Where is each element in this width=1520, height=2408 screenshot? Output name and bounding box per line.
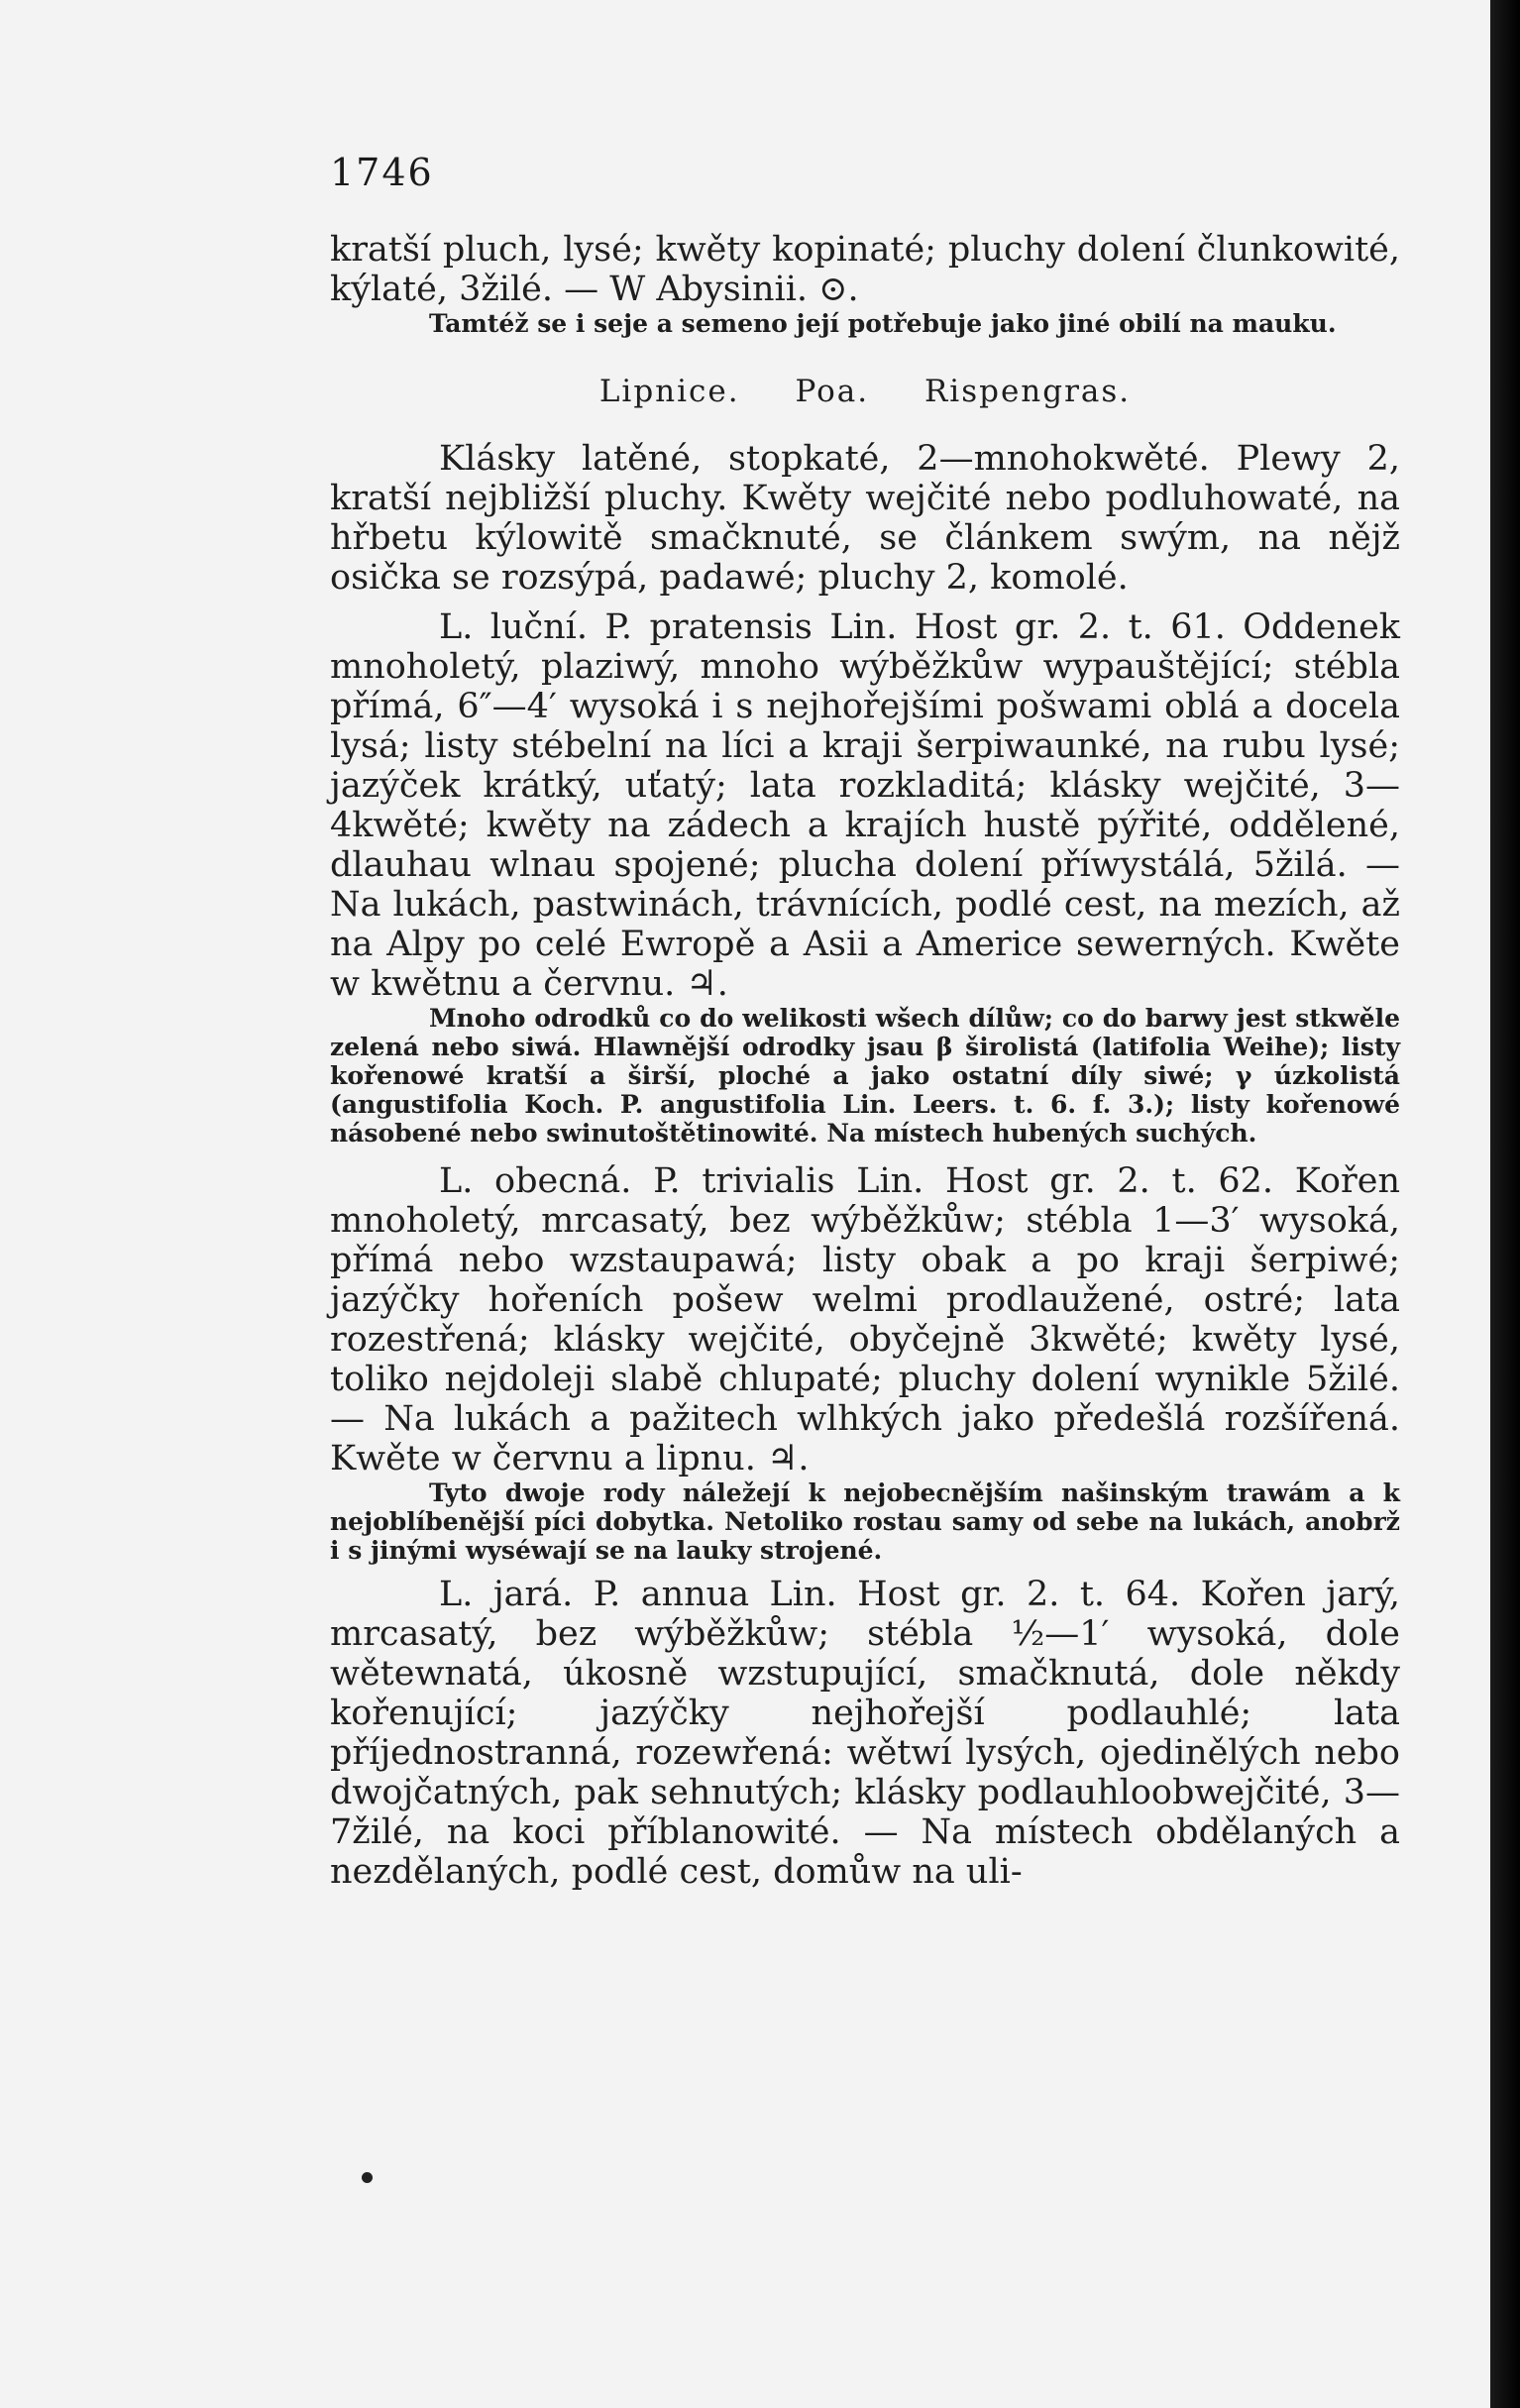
- species-note-trivialis: Tyto dwoje rody náležejí k nejobecnějším našinským trawám a k nejoblíbenější píci dobytka. Netoliko rostau samy od sebe na lukách, anobrž i s jinými wyséwají se na lauky strojené.: [330, 1478, 1400, 1565]
- species-entry-trivialis: L. obecná. P. trivialis Lin. Host gr. 2. t. 62. Kořen mnoholetý, mrcasatý, bez wýběžkůw; stébla 1—3′ wysoká, přímá nebo wzstaupawá; listy obak a po kraji šerpiwé; jazýčky hořeních pošew welmi prodlaužené, ostré; lata rozestřená; klásky wejčité, obyčejně 3kwěté; kwěty lysé, toliko nejdoleji slabě chlupaté; pluchy dolení wynikle 5žilé. — Na lukách a pažitech wlhkých jako předešlá rozšířená. Kwěte w červnu a lipnu. ♃.: [330, 1161, 1400, 1478]
- species-entry-annua: L. jará. P. annua Lin. Host gr. 2. t. 64. Kořen jarý, mrcasatý, bez wýběžkůw; stébla ½—1′ wysoká, dole wětewnatá, úkosně wzstupující, smačknutá, dole někdy kořenující; jazýčky nejhořejší podlauhlé; lata příjednostranná, rozewřená: wětwí lysých, ojedinělých nebo dwojčatných, pak sehnutých; klásky podlauhloobwejčité, 3—7žilé, na koci příblanowité. — Na místech obdělaných a nezdělaných, podlé cest, domůw na uli-: [330, 1575, 1400, 1892]
- continuation-note: Tamtéž se i seje a semeno její potřebuje jako jiné obilí na mauku.: [429, 309, 1337, 338]
- page-edge-shadow: [1490, 0, 1520, 2408]
- ink-dot: [362, 2172, 373, 2183]
- genus-description: Klásky latěné, stopkaté, 2—mnohokwěté. Plewy 2, kratší nejbližší pluchy. Kwěty wejčité nebo podluhowaté, na hřbetu kýlowitě smačknuté, se článkem swým, na nějž osička se rozsýpá, padawé; pluchy 2, komolé.: [330, 439, 1400, 598]
- species-note-pratensis: Mnoho odrodků co do welikosti wšech dílůw; co do barwy jest stkwěle zelená nebo siwá. Hlawnější odrodky jsau β širolistá (latifolia Weihe); listy kořenowé kratší a širší, ploché a jako ostatní díly siwé; γ úzkolistá (angustifolia Koch. P. angustifolia Lin. Leers. t. 6. f. 3.); listy kořenowé násobené nebo swinutoštětinowité. Na místech hubených suchých.: [330, 1004, 1400, 1148]
- species-entry-pratensis: L. luční. P. pratensis Lin. Host gr. 2. t. 61. Oddenek mnoholetý, plaziwý, mnoho wýběžkůw wypauštějící; stébla přímá, 6″—4′ wysoká i s nejhořejšími pošwami oblá a docela lysá; listy stébelní na líci a kraji šerpiwaunké, na rubu lysé; jazýček krátký, uťatý; lata rozkladitá; klásky wejčité, 3—4kwěté; kwěty na zádech a krajích hustě pýřité, oddělené, dlauhau wlnau spojené; plucha dolení příwystálá, 5žilá. — Na lukách, pastwinách, trávnících, podlé cest, na mezích, až na Alpy po celé Ewropě a Asii a Americe sewerných. Kwěte w kwětnu a červnu. ♃.: [330, 607, 1400, 1004]
- page-text: [330, 230, 1400, 1892]
- genus-czech-name: Lipnice.: [598, 374, 740, 409]
- continuation-paragraph: kratší pluch, lysé; kwěty kopinaté; pluchy dolení člunkowité, kýlaté, 3žilé. — W Abysinii. ⊙.: [330, 230, 1400, 309]
- genus-latin-name: Poa.: [795, 374, 870, 409]
- genus-german-name: Rispengras.: [923, 374, 1132, 409]
- page-number: 1746: [330, 151, 434, 194]
- genus-heading: [330, 374, 1400, 409]
